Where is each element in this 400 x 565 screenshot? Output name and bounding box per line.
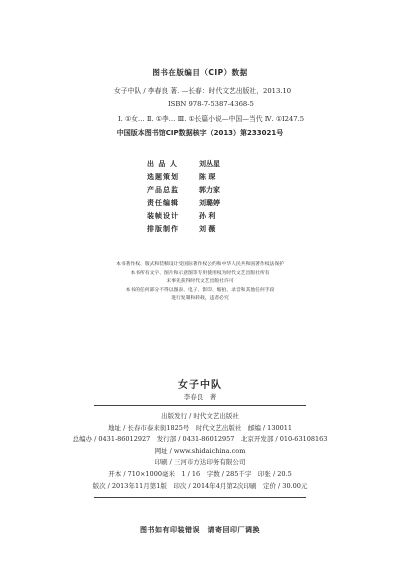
- credit-role: 出 品 人: [147, 159, 178, 168]
- credit-row: [147, 170, 220, 183]
- credit-name: 郭力家: [199, 185, 220, 194]
- credit-row: [147, 196, 220, 209]
- publisher-line: 地址 / 长春市泰来街1825号 时代文艺出版社 邮编 / 130011: [108, 423, 292, 432]
- publisher-line: 印刷 / 三河市方达印务有限公司: [154, 458, 246, 467]
- credit-row: [147, 222, 220, 235]
- credit-role: 选题策划: [147, 172, 179, 181]
- cip-record-number: 中国版本图书馆CIP数据核字（2013）第233021号: [116, 129, 284, 137]
- credit-row: [147, 183, 220, 196]
- copyright-line: 未事先获得时代文艺出版社许可: [166, 279, 234, 285]
- publisher-line: 版次 / 2013年11月第1版 印次 / 2014年4月第2次印刷 定价 / 30.00元: [92, 481, 308, 490]
- cip-isbn: ISBN 978-7-5387-4368-5: [168, 100, 254, 108]
- publisher-line: 出版发行 / 时代文艺出版社: [161, 412, 239, 420]
- credit-role: 责任编辑: [147, 198, 179, 207]
- bottom-divider: [94, 497, 306, 498]
- copyright-line: 本书的任何部分不得以图表、电子、影印、缩拍、录音和其他任何手段: [125, 287, 275, 293]
- credit-row: [147, 157, 220, 170]
- credit-name: 陈 琛: [199, 172, 216, 181]
- top-divider: [94, 405, 306, 406]
- publisher-info: [0, 411, 400, 492]
- publisher-line: 网址 / www.shidaichina.com: [154, 446, 246, 455]
- cip-classification: Ⅰ. ①女… Ⅱ. ①李… Ⅲ. ①长篇小说—中国—当代 Ⅳ. ①I247.5: [118, 115, 305, 123]
- credits-list: [147, 157, 220, 235]
- book-title: 女子中队: [178, 380, 222, 391]
- book-author: 李春良 著: [183, 393, 217, 401]
- misprint-notice: 图书如有印装错误 请寄回印厂调换: [140, 526, 260, 534]
- credit-role: 产品总监: [147, 185, 179, 194]
- copyright-line: 进行复制和转载，违者必究: [171, 296, 229, 302]
- credit-name: 刘 薇: [199, 224, 216, 233]
- copyright-line: 本书著作权、版式和装帧设计受国际著作权公约和中华人民共和国著作权法保护: [116, 262, 284, 267]
- credit-role: 装帧设计: [147, 211, 179, 220]
- publisher-line: 开本 / 710×1000毫米 1 / 16 字数 / 285千字 印张 / 20.5: [108, 469, 292, 478]
- cip-catalog-line: 女子中队 / 李春良 著. —长春：时代文艺出版社，2013.10: [114, 87, 292, 95]
- cip-heading: 图书在版编目（CIP）数据: [152, 68, 248, 77]
- publisher-line: 总编办 / 0431-86012927 发行部 / 0431-86012957 北京开发部 / 010-63108163: [72, 435, 328, 444]
- credit-name: 刘丛星: [199, 159, 220, 168]
- credit-role: 排版制作: [147, 224, 179, 233]
- credit-name: 刘璐婷: [199, 198, 220, 207]
- credit-name: 孙 利: [199, 211, 216, 220]
- copyright-line: 本书所有文字、图片和示意图等专用使用权为时代文艺出版社所有: [130, 270, 270, 276]
- credit-row: [147, 209, 220, 222]
- copyright-notice: [0, 261, 400, 304]
